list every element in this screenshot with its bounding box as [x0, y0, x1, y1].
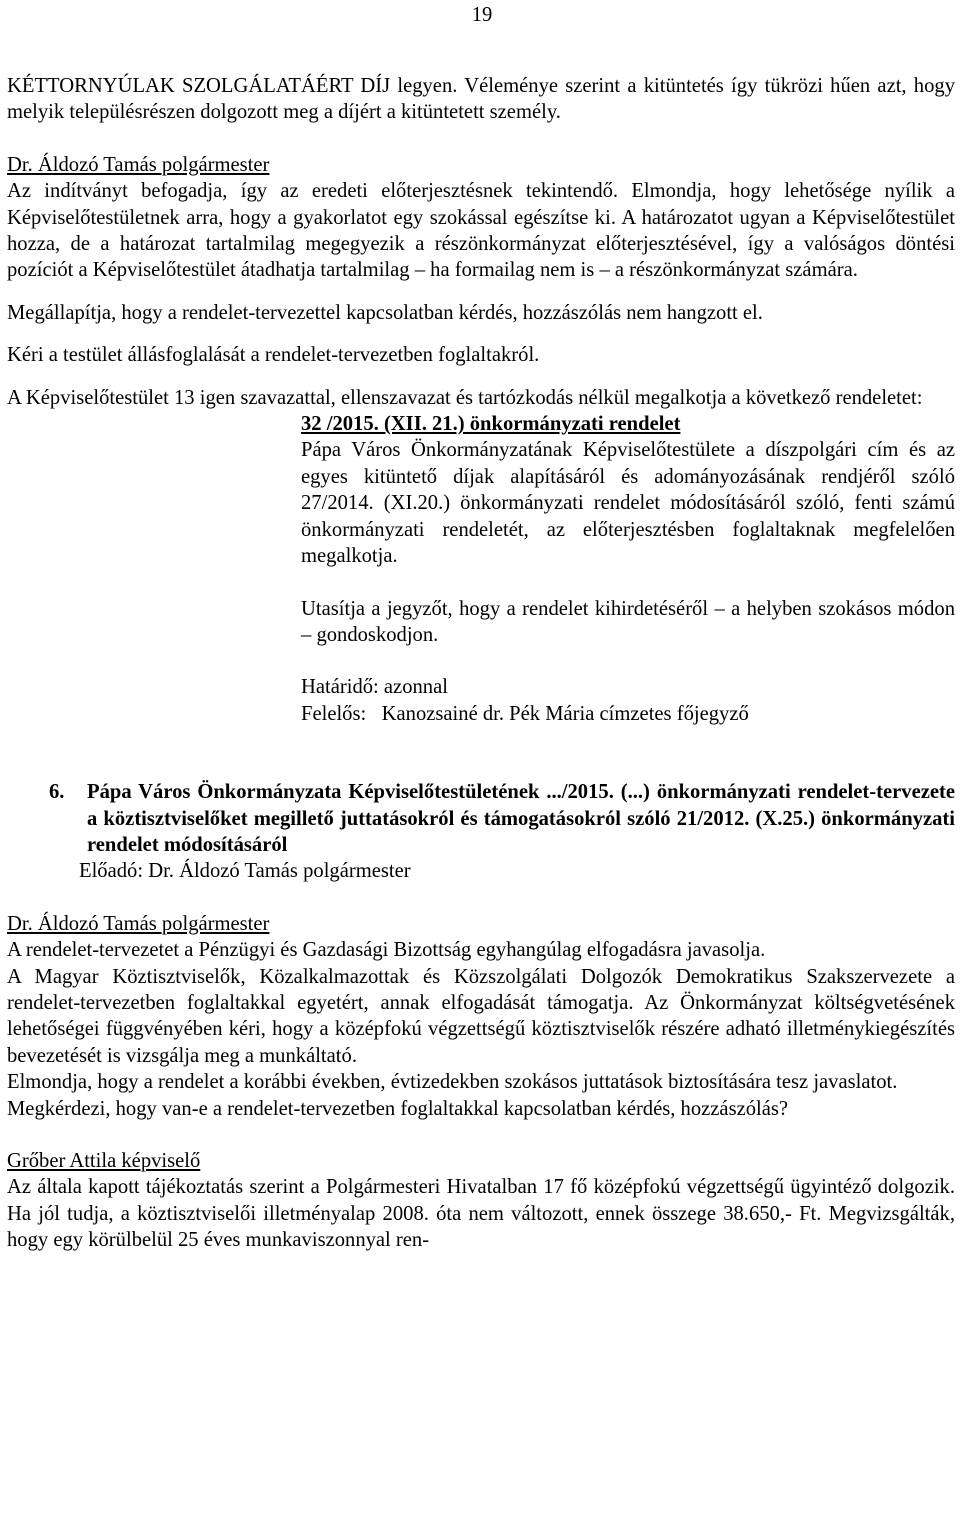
agenda-number: 6. — [49, 781, 65, 804]
paragraph-vote-result: A Képviselőtestület 13 igen szavazattal, ellenszavazat és tartózkodás nélkül megalkotja a következő rendeletet: — [7, 386, 923, 409]
paragraph-traditional-benefits: Elmondja, hogy a rendelet a korábbi években, évtizedekben szokásos juttatások biztosítására tesz javaslatot. — [7, 1071, 898, 1094]
decree-instruction: Utasítja a jegyzőt, hogy a rendelet kihirdetéséről – a helyben szokásos módon – gondoskodjon. — [301, 597, 955, 646]
page-number: 19 — [471, 4, 493, 26]
document-body — [7, 73, 955, 1254]
paragraph-grober-comment: Az általa kapott tájékoztatás szerint a Polgármesteri Hivatalban 17 fő középfokú végzettségű ügyintéző dolgozik. Ha jól tudja, a köztisztviselői illetményalap 2008. óta nem változott, ennek összege 38.650,- Ft. Megvizsgálták, hogy egy körülbelül 25 éves munkaviszonnyal ren- — [7, 1176, 955, 1252]
paragraph-award-name: KÉTTORNYÚLAK SZOLGÁLATÁÉRT DÍJ legyen. Véleménye szerint a kitüntetés így tükrözi hűen azt, hogy melyik településrészen dolgozott meg a díjért a kitüntetett személy. — [7, 75, 955, 124]
decree-body: Pápa Város Önkormányzatának Képviselőtestülete a díszpolgári cím és az egyes kitüntető díjak alapításáról és adományozásának rendjéről szóló 27/2014. (XI.20.) önkormányzati rendelet módosításáról szóló, fenti számú önkormányzati rendeletét, az előterjesztésben foglaltaknak megfelelően megalkotja. — [301, 439, 955, 568]
speaker-mayor-2: Dr. Áldozó Tamás polgármester — [7, 912, 270, 935]
agenda-presenter: Előadó: Dr. Áldozó Tamás polgármester — [79, 860, 411, 883]
agenda-item-6 — [7, 779, 955, 858]
decree-block — [301, 411, 955, 727]
paragraph-ask-questions: Megkérdezi, hogy van-e a rendelet-tervezetben foglaltakkal kapcsolatban kérdés, hozzászólás? — [7, 1097, 789, 1120]
agenda-title: Pápa Város Önkormányzata Képviselőtestületének .../2015. (...) önkormányzati rendelet-tervezete a köztisztviselőket megillető juttatásokról és támogatásokról szóló 21/2012. (X.25.) önkormányzati rendelet módosításáról — [87, 781, 955, 856]
paragraph-proposal-accepted: Az indítványt befogadja, így az eredeti előterjesztésnek tekintendő. Elmondja, hogy lehetősége nyílik a Képviselőtestületnek arra, hogy a gyakorlatot egy szokással egészítse ki. A határozatot ugyan a Képviselőtestület hozza, de a határozat tartalmilag megegyezik a részönkormányzat előterjesztésével, így a valóságos döntési pozíciót a Képviselőtestület átadhatja tartalmilag – ha formailag nem is – a részönkormányzat számára. — [7, 180, 955, 282]
decree-deadline: Határidő: azonnal — [301, 676, 448, 699]
paragraph-request-position: Kéri a testület állásfoglalását a rendelet-tervezetben foglaltakról. — [7, 344, 540, 367]
decree-responsible: Felelős: Kanozsainé dr. Pék Mária címzetes főjegyző — [301, 702, 749, 725]
speaker-grober: Grőber Attila képviselő — [7, 1150, 201, 1172]
paragraph-committee-recommendation: A rendelet-tervezetet a Pénzügyi és Gazdasági Bizottság egyhangúlag elfogadásra javasolja. — [7, 939, 766, 962]
decree-title: 32 /2015. (XII. 21.) önkormányzati rendelet — [301, 413, 681, 436]
paragraph-union-support: A Magyar Köztisztviselők, Közalkalmazottak és Közszolgálati Dolgozók Demokratikus Szakszervezete a rendelet-tervezetben foglaltakkal egyetért, annak elfogadását támogatja. Az Önkormányzat költségvetésének lehetőségei függvényében kéri, hogy a középfokú végzettségű köztisztviselők részére adható illetménykiegészítés bevezetését is vizsgálja meg a munkáltató. — [7, 965, 955, 1067]
speaker-mayor: Dr. Áldozó Tamás polgármester — [7, 153, 270, 176]
paragraph-no-questions: Megállapítja, hogy a rendelet-tervezettel kapcsolatban kérdés, hozzászólás nem hangzott el. — [7, 301, 763, 324]
